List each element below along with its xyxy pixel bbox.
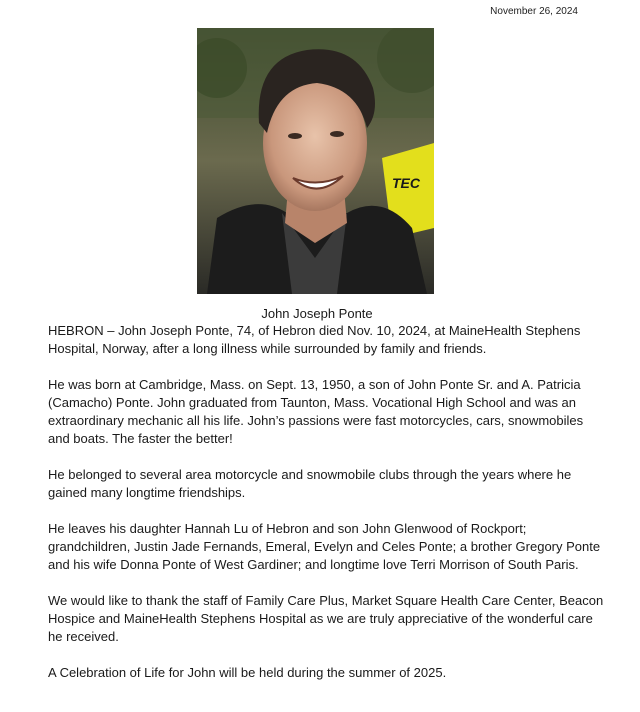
obituary-paragraph: HEBRON – John Joseph Ponte, 74, of Hebron died Nov. 10, 2024, at MaineHealth Stephens Hospital, Norway, after a long illness while surrounded by family and friends. bbox=[48, 323, 581, 356]
obituary-paragraph: He belonged to several area motorcycle and snowmobile clubs through the years where he gained many longtime friendships. bbox=[48, 467, 572, 500]
obituary-paragraph: We would like to thank the staff of Family Care Plus, Market Square Health Care Center, Beacon Hospice and MaineHealth Stephens Hospital as we are truly appreciative of the wonderful care he received. bbox=[48, 593, 604, 644]
obituary-body bbox=[48, 322, 608, 700]
publication-date: November 26, 2024 bbox=[490, 6, 578, 17]
deceased-name: John Joseph Ponte bbox=[261, 306, 373, 321]
obituary-paragraph: A Celebration of Life for John will be held during the summer of 2025. bbox=[48, 665, 447, 680]
obituary-paragraph: He was born at Cambridge, Mass. on Sept. 13, 1950, a son of John Ponte Sr. and A. Patricia (Camacho) Ponte. John graduated from Taunton, Mass. Vocational High School and was an extraordinary mechanic all his life. John’s passions were fast motorcycles, cars, snowmobiles and boats. The faster the better! bbox=[48, 377, 584, 446]
portrait-photo bbox=[197, 28, 434, 294]
svg-text:TEC: TEC bbox=[392, 175, 420, 191]
obituary-paragraph: He leaves his daughter Hannah Lu of Hebron and son John Glenwood of Rockport; grandchildren, Justin Jade Fernands, Emeral, Evelyn and Celes Ponte; a brother Gregory Ponte and his wife Donna Ponte of West Gardiner; and longtime love Terri Morrison of South Paris. bbox=[48, 521, 601, 572]
